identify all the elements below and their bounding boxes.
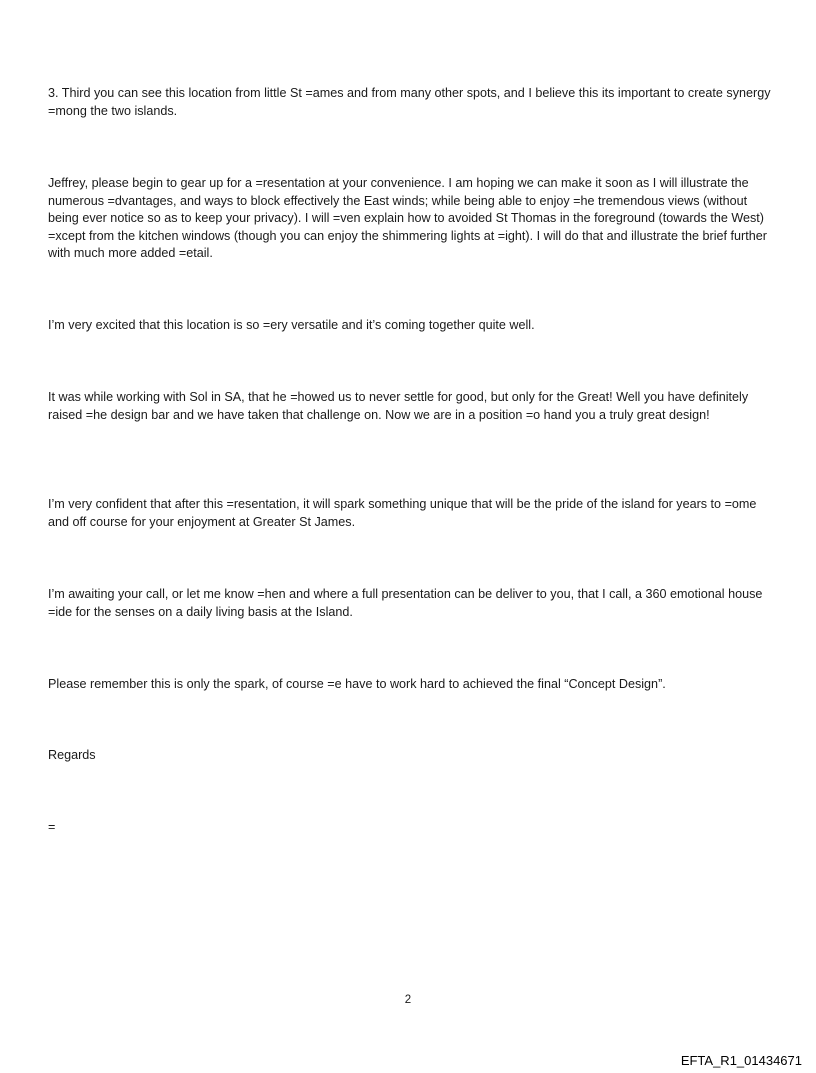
paragraph-presentation-request: Jeffrey, please begin to gear up for a =resentation at your convenience. I am hoping we can make it soon as I will illustrate the numerous =dvantages, and ways to block effectively the East winds; while being able to enjoy =he tremendous views (without being ever notice so as to keep your privacy). I will =ven explain how to avoided St Thomas in the foreground (towards the West) =xcept from the kitchen windows (though you can enjoy the shimmering lights at =ight). I will do that and illustrate the brief further with much more added =etail. — [48, 176, 767, 261]
closing-regards: Regards — [48, 748, 96, 762]
paragraph-design-bar: It was while working with Sol in SA, that he =howed us to never settle for good, but only for the Great! Well you have definitely raised =he design bar and we have taken that challenge on. Now we are in a position =o hand you a truly great design! — [48, 390, 749, 422]
paragraph-confidence: I’m very confident that after this =resentation, it will spark something unique that will be the pride of the island for years to =ome and off course for your enjoyment at Greater St James. — [48, 497, 757, 529]
paragraph-spark-reminder: Please remember this is only the spark, of course =e have to work hard to achieved the final “Concept Design”. — [48, 677, 666, 691]
paragraph-third-point: 3. Third you can see this location from little St =ames and from many other spots, and I believe this its important to create synergy =mong the two islands. — [48, 86, 771, 118]
document-id-stamp: EFTA_R1_01434671 — [680, 1053, 802, 1068]
paragraph-awaiting-call: I’m awaiting your call, or let me know =hen and where a full presentation can be deliver to you, that I call, a 360 emotional house =ide for the senses on a daily living basis at the Island. — [48, 587, 763, 619]
page-number: 2 — [404, 994, 412, 1006]
paragraph-excitement: I’m very excited that this location is so =ery versatile and it’s coming together quite well. — [48, 318, 535, 332]
signature-placeholder: = — [48, 820, 56, 834]
